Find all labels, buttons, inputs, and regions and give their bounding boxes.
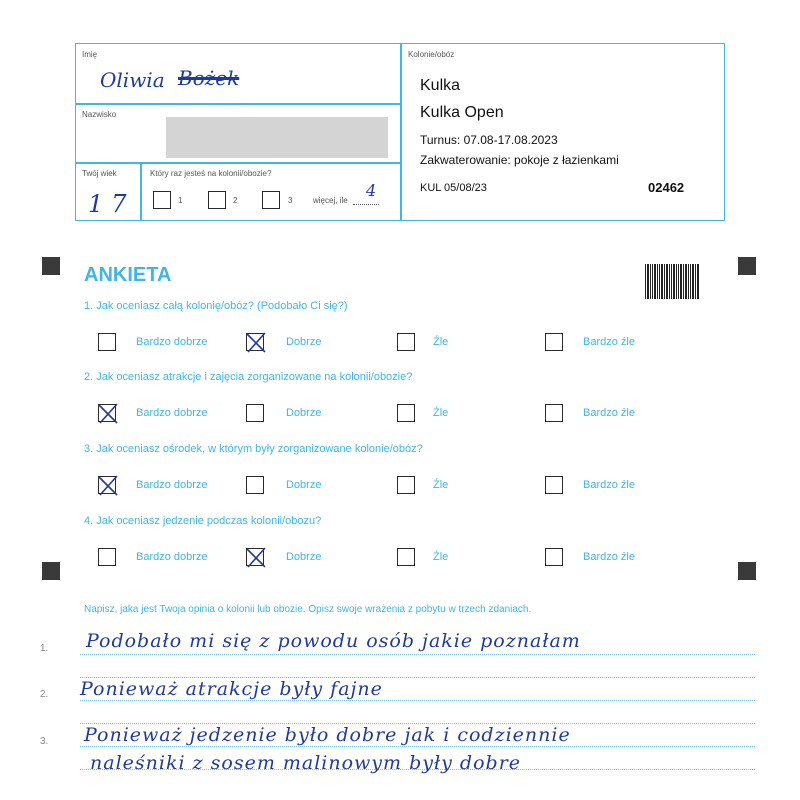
answer-1: Podobało mi się z powodu osób jakie poznałam [86,630,581,652]
answer-2: Ponieważ atrakcje były fajne [80,678,383,700]
answer-line-1 [80,654,755,655]
nazwisko-redacted [166,117,388,158]
form-number: 02462 [648,180,685,195]
ktory-raz-label: Który raz jesteś na kolonii/obozie? [150,169,272,178]
question-3-option-3-checkbox[interactable] [397,476,415,494]
ktory-raz-checkbox-1[interactable] [153,191,171,209]
check-mark-icon [245,545,267,569]
question-2-option-1-label: Bardzo dobrze [136,407,208,419]
question-4-option-1-checkbox[interactable] [98,548,116,566]
kolonie-name-2: Kulka Open [420,104,504,121]
answer-3a: Ponieważ jedzenie było dobre jak i codziennie [84,724,571,746]
question-3-option-4-label: Bardzo źle [583,479,635,491]
header-divider-1 [75,103,400,105]
imie-crossed-value: Bożek [178,66,240,90]
check-mark-icon [97,401,119,425]
answer-line-3 [80,746,755,747]
question-2-option-1-checkbox[interactable] [98,404,116,422]
kolonie-code: KUL 05/08/23 [420,182,487,194]
question-4-option-2-label: Dobrze [286,551,322,563]
question-1-option-3-label: Źle [433,336,449,348]
imie-value: Oliwia [100,68,165,92]
question-4-text: 4. Jak oceniasz jedzenie podczas kolonii/obozu? [84,515,322,527]
ktory-raz-option-1: 1 [178,196,183,205]
survey-title: ANKIETA [84,264,172,286]
ktory-raz-option-2: 2 [233,196,238,205]
kolonie-name-1: Kulka [420,77,461,94]
question-4-option-1-label: Bardzo dobrze [136,551,208,563]
answer-3b: naleśniki z sosem malinowym były dobre [90,752,522,774]
question-2-option-2-label: Dobrze [286,407,322,419]
question-1-option-4-label: Bardzo źle [583,336,635,348]
question-2-option-3-label: Źle [433,407,449,419]
wiecej-line [353,204,379,205]
kolonie-label: Kolonie/obóz [408,50,455,59]
header-divider-3 [140,162,142,221]
ktory-raz-option-3: 3 [288,196,293,205]
question-1-option-1-checkbox[interactable] [98,333,116,351]
line-number-1: 1. [40,643,49,654]
question-3-option-3-label: Źle [433,479,449,491]
question-1-option-1-label: Bardzo dobrze [136,336,208,348]
question-3-option-4-checkbox[interactable] [545,476,563,494]
header-divider-vertical [400,43,402,221]
check-mark-icon [245,330,267,354]
question-3-option-2-label: Dobrze [286,479,322,491]
barcode [645,264,700,299]
question-3-option-1-checkbox[interactable] [98,476,116,494]
question-3-text: 3. Jak oceniasz ośrodek, w którym były zorganizowane kolonie/obóz? [84,443,423,455]
question-2-text: 2. Jak oceniasz atrakcje i zajęcia zorganizowane na kolonii/obozie? [84,371,413,383]
question-1-text: 1. Jak oceniasz całą kolonię/obóz? (Podobało Ci się?) [84,300,348,312]
question-4-option-4-label: Bardzo źle [583,551,635,563]
wiek-value: 17 [88,190,135,218]
registration-marker-top-left [42,257,60,275]
question-2-option-4-checkbox[interactable] [545,404,563,422]
header-divider-2 [75,162,400,164]
question-2-option-4-label: Bardzo źle [583,407,635,419]
question-1-option-4-checkbox[interactable] [545,333,563,351]
line-number-2: 2. [40,689,49,700]
question-4-option-3-label: Źle [433,551,449,563]
question-1-option-2-label: Dobrze [286,336,322,348]
wiecej-label: więcej, ile [313,196,348,205]
ktory-raz-checkbox-3[interactable] [262,191,280,209]
turnus: Turnus: 07.08-17.08.2023 [420,133,558,147]
nazwisko-label: Nazwisko [82,110,117,119]
question-1-option-3-checkbox[interactable] [397,333,415,351]
question-2-option-2-checkbox[interactable] [246,404,264,422]
question-1-option-2-checkbox[interactable] [246,333,264,351]
line-number-3: 3. [40,736,49,747]
question-3-option-1-label: Bardzo dobrze [136,479,208,491]
question-4-option-4-checkbox[interactable] [545,548,563,566]
registration-marker-top-right [738,257,756,275]
registration-marker-bottom-left [42,562,60,580]
question-4-option-2-checkbox[interactable] [246,548,264,566]
ktory-raz-checkbox-2[interactable] [208,191,226,209]
wiecej-value: 4 [366,181,377,200]
registration-marker-bottom-right [738,562,756,580]
question-4-option-3-checkbox[interactable] [397,548,415,566]
question-2-option-3-checkbox[interactable] [397,404,415,422]
opinion-prompt: Napisz, jaka jest Twoja opinia o kolonii lub obozie. Opisz swoje wrażenia z pobytu w trzech zdaniach. [84,604,532,615]
zakwaterowanie: Zakwaterowanie: pokoje z łazienkami [420,153,619,167]
check-mark-icon [97,473,119,497]
imie-label: Imię [82,50,98,59]
wiek-label: Twój wiek [82,169,117,178]
answer-line-2 [80,700,755,701]
question-3-option-2-checkbox[interactable] [246,476,264,494]
